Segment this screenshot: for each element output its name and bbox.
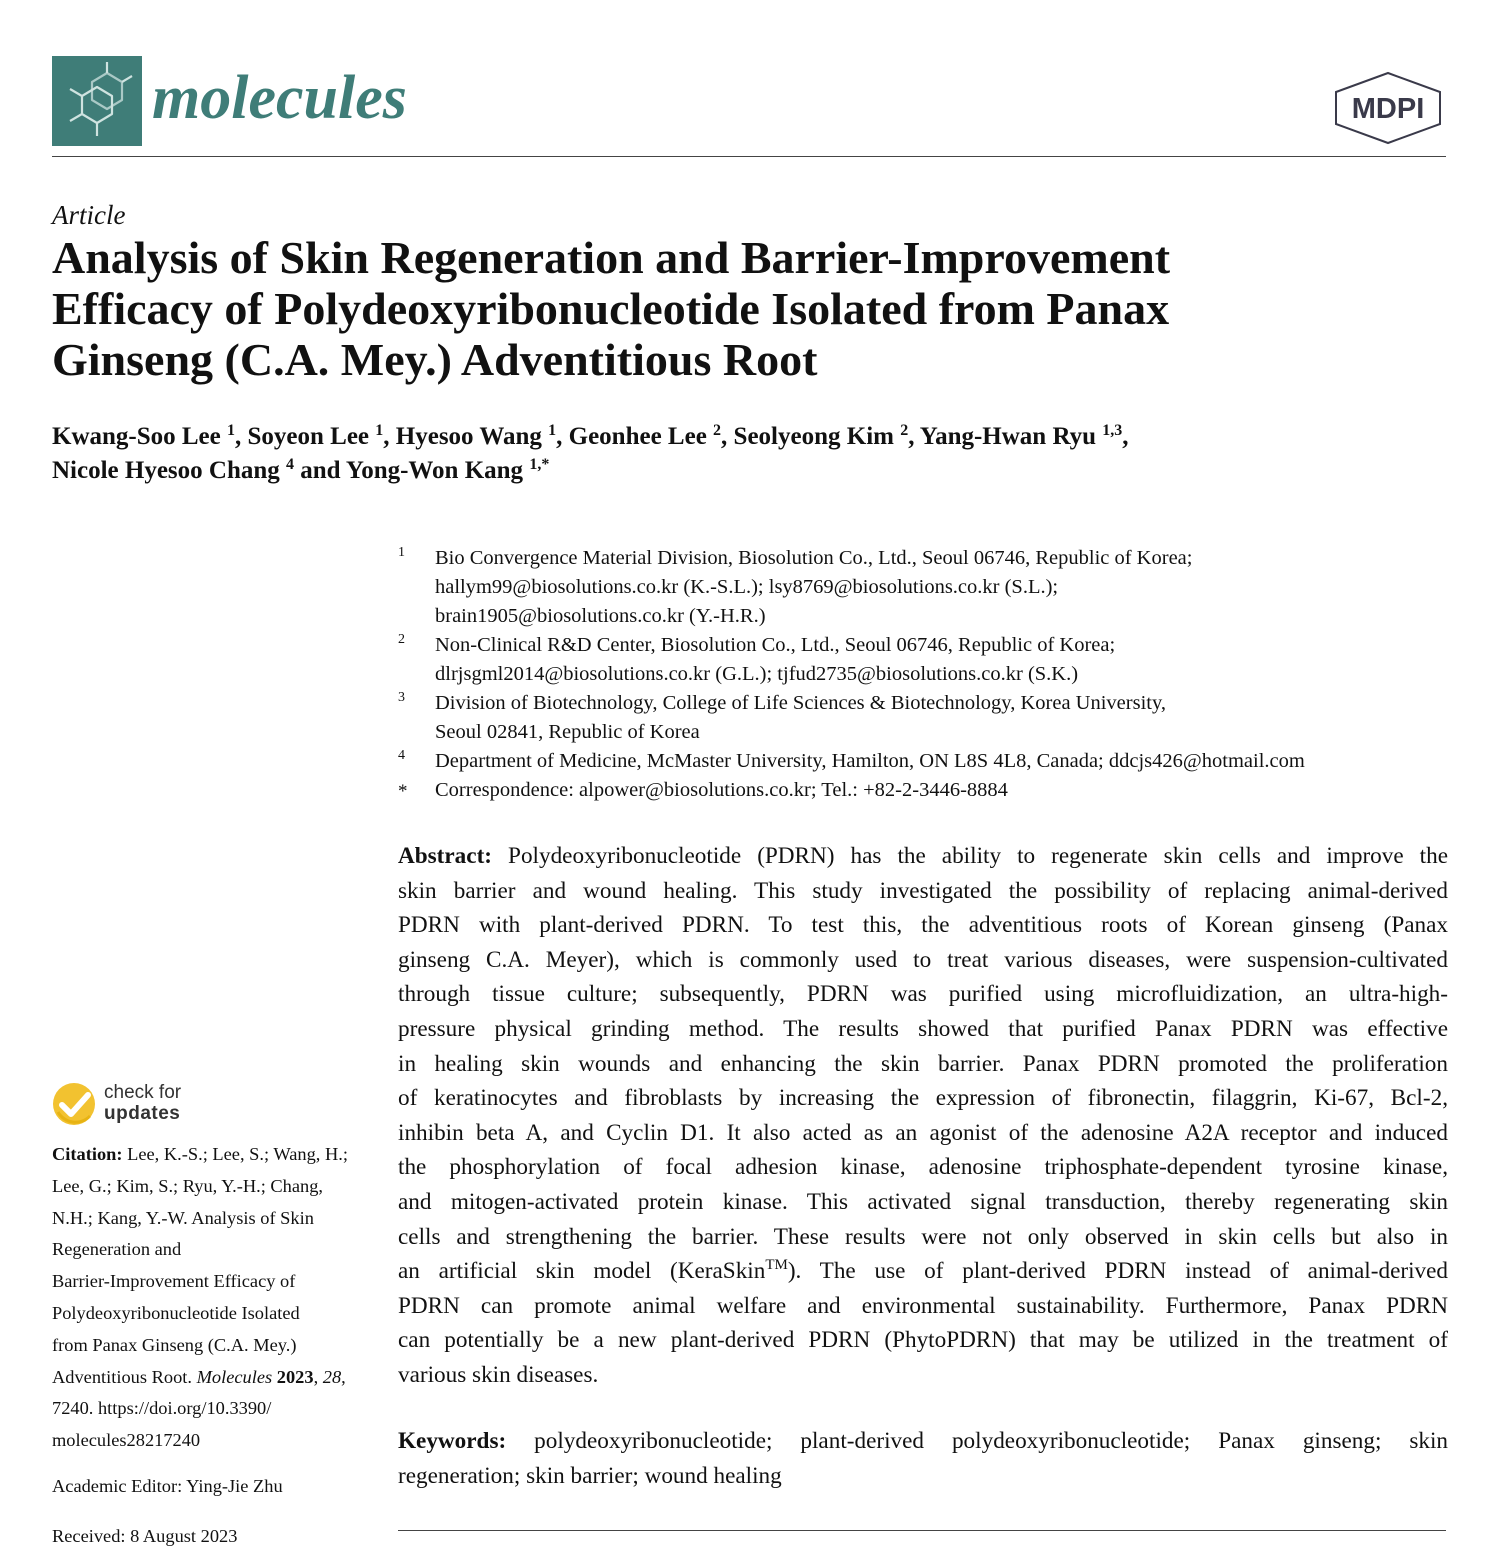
abstract-line: pressure physical grinding method. The results showed that purified Panax PDRN was effective xyxy=(398,1015,1448,1042)
citation-doi-link[interactable]: 7240. https://doi.org/10.3390/ xyxy=(52,1398,272,1419)
abstract-line: various skin diseases. xyxy=(398,1361,599,1388)
abstract-line: of keratinocytes and fibroblasts by increasing the expression of fibronectin, filaggrin, Ki-67, Bcl-2, xyxy=(398,1085,1448,1112)
abstract-line: inhibin beta A, and Cyclin D1. It also acted as an agonist of the adenosine A2A receptor and induced xyxy=(398,1119,1448,1146)
author-line-1 xyxy=(52,420,1452,454)
author-affiliation: 1,* xyxy=(529,456,550,473)
author-affiliation: 2 xyxy=(900,422,909,439)
affiliation-line[interactable]: Department of Medicine, McMaster University, Hamilton, ON L8S 4L8, Canada; ddcjs426@hotmail.com xyxy=(435,750,1305,772)
citation-line xyxy=(52,1139,372,1171)
author-name[interactable]: Kwang-Soo Lee xyxy=(52,423,221,450)
mdpi-logo xyxy=(1330,70,1446,146)
author-name[interactable]: Geonhee Lee xyxy=(568,423,707,450)
keywords-line xyxy=(398,1424,1448,1459)
author-separator: and xyxy=(294,457,346,484)
citation-year: 2023 xyxy=(276,1366,314,1387)
article-title xyxy=(52,232,1452,385)
affiliation-1 xyxy=(398,544,1458,631)
title-line: Analysis of Skin Regeneration and Barrier-Improvement xyxy=(52,232,1171,283)
author-name[interactable]: Hyesoo Wang xyxy=(395,423,542,450)
journal-logo-icon xyxy=(52,56,142,146)
author-name[interactable]: Nicole Hyesoo Chang xyxy=(52,457,280,484)
affiliation-line: Non-Clinical R&D Center, Biosolution Co., Ltd., Seoul 06746, Republic of Korea; xyxy=(435,634,1116,656)
affiliation-line[interactable]: hallym99@biosolutions.co.kr (K.-S.L.); lsy8769@biosolutions.co.kr (S.L.); xyxy=(435,576,1059,598)
affiliation-number: 2 xyxy=(398,632,405,647)
author-separator: , xyxy=(556,423,569,450)
updates-label: updates xyxy=(104,1103,181,1124)
author-name[interactable]: Yong-Won Kang xyxy=(345,457,524,484)
keywords xyxy=(398,1424,1448,1493)
check-for-label: check for xyxy=(104,1082,182,1103)
author-name[interactable]: Yang-Hwan Ryu xyxy=(919,423,1097,450)
affiliation-number: 4 xyxy=(398,748,405,763)
author-separator: , xyxy=(908,423,920,450)
abstract-line xyxy=(398,1254,1448,1289)
article-type: Article xyxy=(52,200,126,230)
keywords-line: regeneration; skin barrier; wound healing xyxy=(398,1462,782,1489)
mdpi-logo-text: MDPI xyxy=(1351,93,1425,125)
academic-editor: Academic Editor: Ying-Jie Zhu xyxy=(52,1476,283,1496)
author-affiliation: 4 xyxy=(286,456,295,473)
abstract-line: through tissue culture; subsequently, PDRN was purified using microfluidization, an ultra-high- xyxy=(398,981,1448,1008)
received-date: Received: 8 August 2023 xyxy=(52,1526,238,1546)
abstract-line: in healing skin wounds and enhancing the skin barrier. Panax PDRN promoted the proliferation xyxy=(398,1050,1448,1077)
abstract-line: cells and strengthening the barrier. These results were not only observed in skin cells but also in xyxy=(398,1223,1448,1250)
affiliation-4 xyxy=(398,747,1458,776)
affiliation-number: 3 xyxy=(398,690,405,705)
citation-line: from Panax Ginseng (C.A. Mey.) xyxy=(52,1334,297,1355)
citation-doi-link[interactable]: molecules28217240 xyxy=(52,1430,201,1451)
affiliation-line[interactable]: brain1905@biosolutions.co.kr (Y.-H.R.) xyxy=(435,605,766,627)
citation-volume: 28 xyxy=(322,1366,342,1387)
author-separator: , xyxy=(383,423,396,450)
keywords-text: polydeoxyribonucleotide; plant-derived polydeoxyribonucleotide; Panax ginseng; skin xyxy=(534,1428,1449,1454)
author-affiliation: 1 xyxy=(548,422,557,439)
author-separator: , xyxy=(235,423,248,450)
header-divider xyxy=(52,156,1446,157)
abstract-label: Abstract: xyxy=(398,843,493,869)
abstract-line: ginseng C.A. Meyer), which is commonly used to treat various diseases, were suspension-cultivated xyxy=(398,946,1448,973)
author-line-2 xyxy=(52,454,1452,488)
affiliation-line: Division of Biotechnology, College of Life Sciences & Biotechnology, Korea University, xyxy=(435,692,1167,714)
title-line: Ginseng (C.A. Mey.) Adventitious Root xyxy=(52,334,818,385)
abstract-line: the phosphorylation of focal adhesion kinase, adenosine triphosphate-dependent tyrosine kinase, xyxy=(398,1154,1448,1181)
correspondence-marker: * xyxy=(398,781,408,802)
journal-name: molecules xyxy=(152,64,407,132)
author-list xyxy=(52,420,1452,488)
citation-line: Barrier-Improvement Efficacy of xyxy=(52,1271,296,1292)
author-affiliation: 2 xyxy=(713,422,722,439)
title-line: Efficacy of Polydeoxyribonucleotide Isolated from Panax xyxy=(52,283,1170,334)
abstract-line: can potentially be a new plant-derived PDRN (PhytoPDRN) that may be utilized in the treatment of xyxy=(398,1327,1448,1354)
citation-journal: Molecules xyxy=(196,1366,273,1387)
abstract-line: PDRN can promote animal welfare and environmental sustainability. Furthermore, Panax PDRN xyxy=(398,1292,1448,1319)
abstract-line: PDRN with plant-derived PDRN. To test this, the adventitious roots of Korean ginseng (Panax xyxy=(398,912,1448,939)
citation xyxy=(52,1139,372,1457)
abstract-text: Polydeoxyribonucleotide (PDRN) has the ability to regenerate skin cells and improve the xyxy=(508,843,1448,869)
check-icon xyxy=(52,1082,96,1126)
check-for-updates-button[interactable] xyxy=(52,1082,252,1132)
citation-line: Regeneration and xyxy=(52,1239,182,1260)
abstract-line: and mitogen-activated protein kinase. This activated signal transduction, thereby regenerating skin xyxy=(398,1188,1448,1215)
affiliation-line: Bio Convergence Material Division, Biosolution Co., Ltd., Seoul 06746, Republic of Korea; xyxy=(435,547,1193,569)
correspondence xyxy=(398,776,1458,805)
citation-line: Polydeoxyribonucleotide Isolated xyxy=(52,1302,300,1323)
author-separator: , xyxy=(1122,423,1129,450)
affiliation-2 xyxy=(398,631,1458,689)
affiliation-number: 1 xyxy=(398,545,405,560)
citation-line: Lee, G.; Kim, S.; Ryu, Y.-H.; Chang, xyxy=(52,1175,324,1196)
abstract-line: skin barrier and wound healing. This study investigated the possibility of replacing animal-derived xyxy=(398,877,1448,904)
author-affiliation: 1 xyxy=(375,422,384,439)
citation-text: Adventitious Root. xyxy=(52,1366,192,1387)
keywords-label: Keywords: xyxy=(398,1428,507,1454)
author-separator: , xyxy=(721,423,734,450)
citation-line: Adventitious Root. Molecules 2023, 28, xyxy=(52,1366,346,1387)
abstract-text: ). The use of plant-derived PDRN instead of animal-derived xyxy=(787,1258,1448,1285)
affiliation-line[interactable]: dlrjsgml2014@biosolutions.co.kr (G.L.); tjfud2735@biosolutions.co.kr (S.K.) xyxy=(435,663,1079,685)
author-name[interactable]: Soyeon Lee xyxy=(247,423,370,450)
author-name[interactable]: Seolyeong Kim xyxy=(733,423,894,450)
author-affiliation: 1 xyxy=(227,422,235,439)
citation-line: N.H.; Kang, Y.-W. Analysis of Skin xyxy=(52,1207,314,1228)
abstract xyxy=(398,839,1448,1393)
affiliation-3 xyxy=(398,689,1458,747)
footer-divider xyxy=(398,1530,1446,1531)
abstract-line xyxy=(398,839,1448,874)
citation-label: Citation: xyxy=(52,1144,123,1164)
author-affiliation: 1,3 xyxy=(1102,422,1123,439)
trademark-mark: TM xyxy=(765,1257,788,1274)
correspondence-line[interactable]: Correspondence: alpower@biosolutions.co.kr; Tel.: +82-2-3446-8884 xyxy=(435,779,1008,801)
affiliation-line: Seoul 02841, Republic of Korea xyxy=(435,721,700,743)
citation-text: Lee, K.-S.; Lee, S.; Wang, H.; xyxy=(127,1144,348,1164)
affiliations xyxy=(398,544,1458,805)
abstract-text: an artificial skin model (KeraSkin xyxy=(398,1258,766,1285)
